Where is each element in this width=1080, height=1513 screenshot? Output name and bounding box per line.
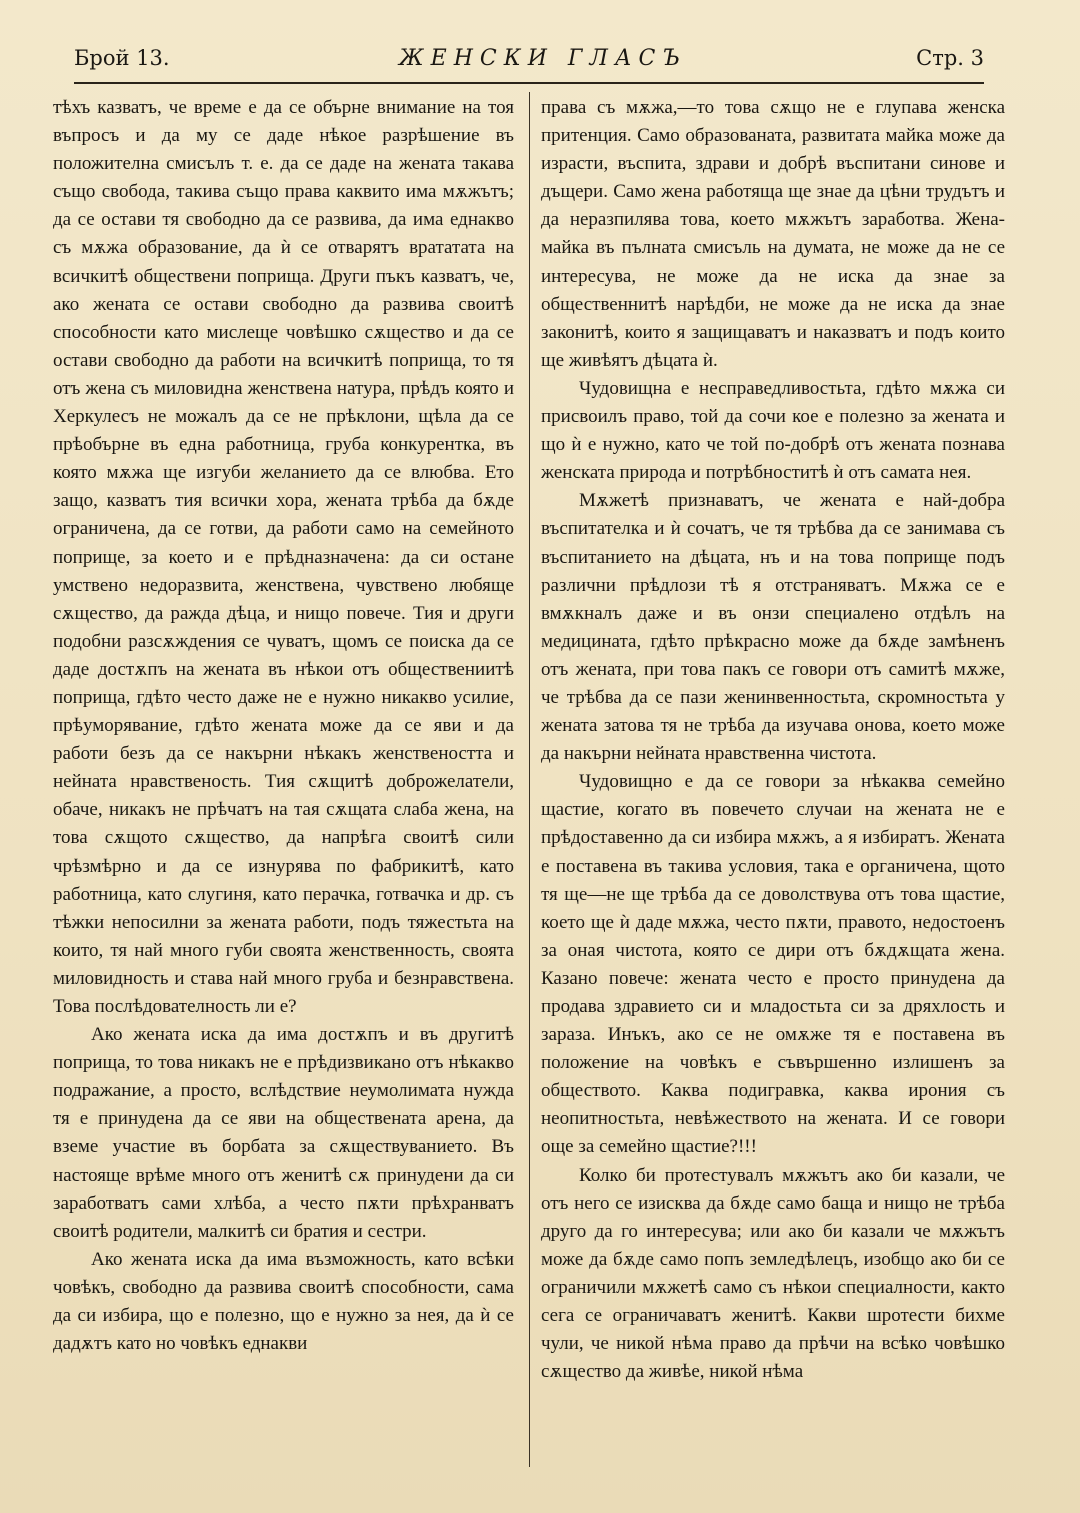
left-column xyxy=(53,94,514,1358)
header-rule xyxy=(74,82,984,84)
newspaper-title: ЖЕНСКИ ГЛАСЪ xyxy=(398,45,687,71)
paragraph: Колко би протестувалъ мѫжътъ ако би казали, че отъ него се изисква да бѫде само баща и нищо не трѣба друго да го интересува; или ако би казали че мѫжътъ може да бѫде само попъ земледѣлецъ, изобщо ако би се ограничили мѫжетѣ само съ нѣкои специалности, както сега се ограничаватъ женитѣ. Какви шротести бихме чули, че никой нѣма право да прѣчи на всѣко човѣшко сѫщество да живѣе, никой нѣма xyxy=(541,1164,1005,1383)
paragraph: Ако жената иска да има възможность, като всѣки човѣкъ, свободно да развива своитѣ способности, сама да си избира, що е полезно, що е нужно за нея, да ѝ се дадѫтъ като но човѣкъ еднакви xyxy=(53,1248,514,1355)
paragraph: Мѫжетѣ признаватъ, че жената е най-добра въспитателка и ѝ сочатъ, че тя трѣбва да се занимава съ въспитанието на дѣцата, нъ и на това поприще подъ различни прѣдлози тѣ я отстраняватъ. Мѫжа се е вмѫкналъ даже и въ онзи специалено отдѣлъ на медицината, гдѣто прѣкрасно може да бѫде замѣненъ отъ жената, при това пакъ се говори отъ самитѣ мѫже, че трѣбва да се пази женинвенностьта, скромностьта у жената затова тя не трѣба да изучава онова, което може да накърни нейната нравственна чистота. xyxy=(541,490,1005,765)
page-header xyxy=(74,38,984,78)
paragraph: Чудовищно е да се говори за нѣкаква семейно щастие, когато въ повечето случаи на жената не е прѣдоставенно да си избира мѫжъ, а я избиратъ. Жената е поставена въ такива условия, така е органичена, щото тя ще—не ще трѣба да се доволствува отъ това щастие, което ще ѝ даде мѫжа, често пѫти, правото, недостоенъ за оная чистота, която се дири отъ бѫдѫщата жена. Казано повече: жената често е просто принудена да продава здравието си и младостьта си за дряхлость и зараза. Инъкъ, ако се не омѫже тя е поставена въ положение на човѣкъ е съвършенно излишенъ за обществото. Каква подигравка, каква ирония съ неопитностьта, невѣжеството на жената. И се говори още за семейно щастие?!!! xyxy=(541,771,1005,1158)
paragraph: Ако жената иска да има достѫпъ и въ другитѣ поприща, то това никакъ не е прѣдизвикано отъ нѣкакво подражание, а просто, вслѣдствие неумолимата нужда тя е принудена да се яви на обществената арена, да вземе участие въ борбата за сѫществуванието. Въ настояще врѣме много отъ женитѣ сѫ принудени да си заработватъ сами хлѣба, а често пѫти прѣхранватъ своитѣ родители, малкитѣ си братия и сестри. xyxy=(53,1024,514,1242)
column-divider xyxy=(529,92,530,1467)
paragraph: Чудовищна е несправедливостьта, гдѣто мѫжа си присвоилъ право, той да сочи кое е полезно за жената и що ѝ е нужно, като че той по-добрѣ отъ жената познава женската природа и потрѣбноститѣ ѝ отъ самата нея. xyxy=(541,377,1005,484)
page-number: Стр. 3 xyxy=(916,46,984,70)
paragraph: тѣхъ казватъ, че време е да се обърне внимание на тоя въпросъ и да му се даде нѣкое разрѣшение въ положителна смисълъ т. е. да се даде на жената такава също свобода, такива също права каквито има мѫжътъ; да се остави тя свободно да се развива, да има еднакво съ мѫжа образование, да ѝ се отварятъ врататата на всичкитѣ обществени поприща. Други пъкъ казватъ, че, ако жената се остави свободно да развива своитѣ способности като мислеще човѣшко сѫщество и да се остави свободно да работи на всичкитѣ поприща, то тя отъ жена съ миловидна женствена натура, прѣдъ която и Херкулесъ не можалъ да се не прѣклони, щѣла да се прѣобърне въ една работница, груба конкурентка, въ която мѫжа ще изгуби желанието да се влюбва. Ето защо, казватъ тия всички хора, жената трѣба да бѫде ограничена, да се готви, да работи само на семейното поприще, за което и е прѣдназначена: да си остане умствено недоразвита, женствена, чувствено любяще сѫщество, да ражда дѣца, и нищо повече. Тия и други подобни разсѫждения се чуватъ, щомъ се поиска да се даде достѫпъ на жената въ нѣкои отъ обществениитѣ поприща, гдѣто често даже не е нужно никакво усилие, прѣуморявание, гдѣто жената може да се яви и да работи безъ да се накърни нѣкакъ женствеността и нейната нравственость. Тия сѫщитѣ доброжелатели, обаче, никакъ не прѣчатъ на тая сѫщата слаба жена, на това сѫщото сѫщество, да напрѣга своитѣ сили чрѣзмѣрно и да се изнурява по фабрикитѣ, като работница, като слугиня, като перачка, готвачка и др. съ тѣжки непосилни за жената работи, подъ тяжестьта на които, тя най много губи своята женственность, своята миловидность и става най много груба и безнравствена. Това послѣдователность ли е? xyxy=(53,97,514,1017)
paragraph: права съ мѫжа,—то това сѫщо не е глупава женска притенция. Само образованата, развитата майка може да израсти, въспита, здрави и добрѣ въспитани синове и дъщери. Само жена работяща ще знае да цѣни трудътъ и да неразпилява това, което мѫжътъ заработва. Жена-майка въ пълната смисъль на думата, не може да не се интересува, не може да не иска да знае за общественнитѣ нарѣдби, не може да не иска да знае законитѣ, които я защищаватъ и наказватъ и подъ които ще живѣятъ дѣцата ѝ. xyxy=(541,97,1005,371)
right-column xyxy=(541,94,1005,1386)
issue-number: Брой 13. xyxy=(74,46,170,70)
